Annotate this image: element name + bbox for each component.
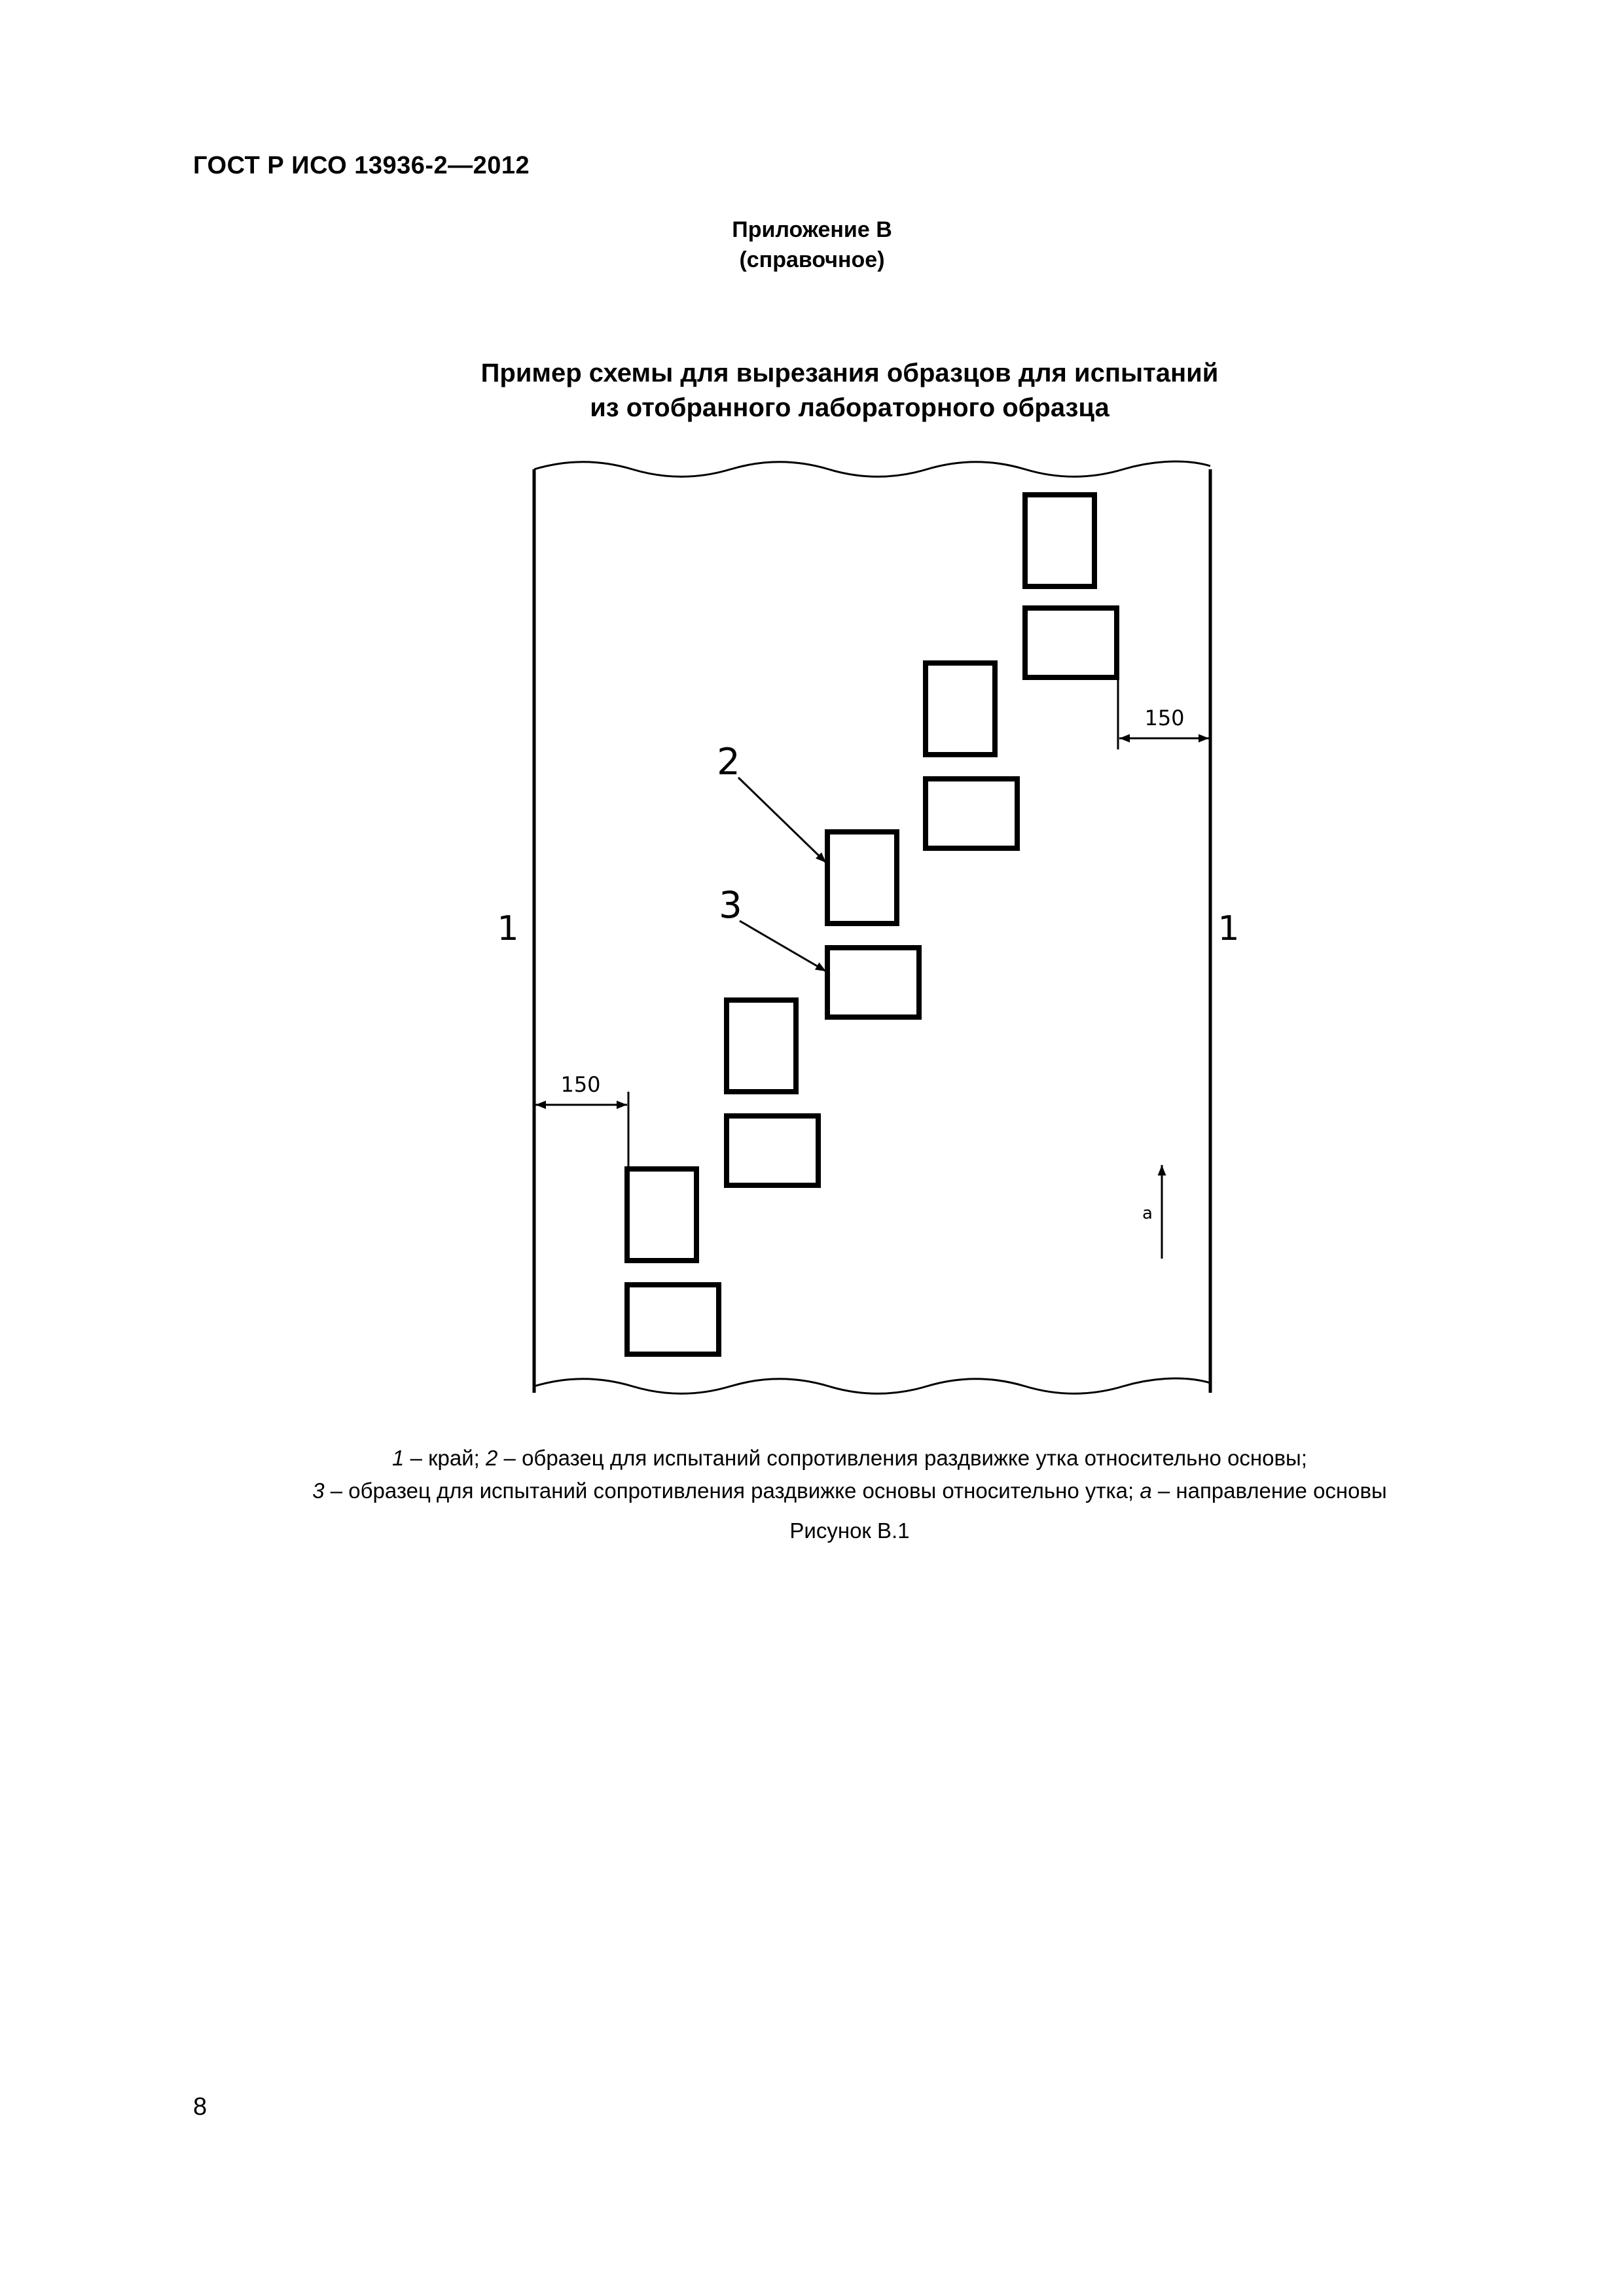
- specimen-weft-1: [627, 1285, 719, 1354]
- edge-label-left: 1: [497, 909, 519, 948]
- document-header: ГОСТ Р ИСО 13936-2—2012: [193, 152, 530, 179]
- page-number: 8: [193, 2093, 208, 2121]
- figure-number: Рисунок В.1: [789, 1518, 910, 1543]
- specimen-warp-2: [727, 1000, 796, 1092]
- specimen-weft-3: [827, 948, 919, 1017]
- caption-key-2: 2: [486, 1446, 498, 1470]
- figure-title-line-1: Пример схемы для вырезания образцов для испытаний: [480, 359, 1219, 387]
- specimen-warp-3: [827, 832, 897, 924]
- caption-text-2: – образец для испытаний сопротивления раздвижке утка относительно основы;: [497, 1446, 1307, 1470]
- callout-3-label: 3: [719, 884, 742, 927]
- callout-2-label: 2: [717, 741, 740, 783]
- figure-title-line-2: из отобранного лабораторного образца: [590, 393, 1110, 422]
- specimen-weft-2: [727, 1116, 818, 1185]
- callout-3-leader: [740, 921, 826, 971]
- figure-caption: [0, 1442, 1624, 1507]
- break-line-top: [534, 461, 1210, 476]
- caption-key-1: 1: [392, 1446, 405, 1470]
- specimen-warp-5: [1025, 495, 1094, 586]
- dim-top-right-label: 150: [1144, 706, 1185, 730]
- caption-key-a: а: [1140, 1479, 1152, 1503]
- caption-key-3: 3: [312, 1479, 325, 1503]
- caption-text-a: – направление основы: [1151, 1479, 1387, 1503]
- caption-line-2: [0, 1475, 1624, 1507]
- break-line-bottom: [534, 1378, 1210, 1393]
- caption-line-1: [0, 1442, 1624, 1475]
- annex-type: (справочное): [739, 247, 885, 272]
- dim-bottom-left-label: 150: [560, 1072, 601, 1097]
- specimen-weft-4: [926, 779, 1017, 848]
- specimen-warp-1: [627, 1169, 696, 1261]
- specimen-warp-4: [926, 663, 995, 755]
- specimen-weft-5: [1025, 608, 1117, 677]
- callout-2-leader: [738, 778, 826, 863]
- caption-text-1: – край;: [404, 1446, 486, 1470]
- edge-label-right: 1: [1218, 909, 1240, 948]
- direction-label: a: [1142, 1204, 1153, 1223]
- caption-text-3: – образец для испытаний сопротивления раздвижке основы относительно утка;: [324, 1479, 1140, 1503]
- annex-title: Приложение В: [732, 217, 892, 242]
